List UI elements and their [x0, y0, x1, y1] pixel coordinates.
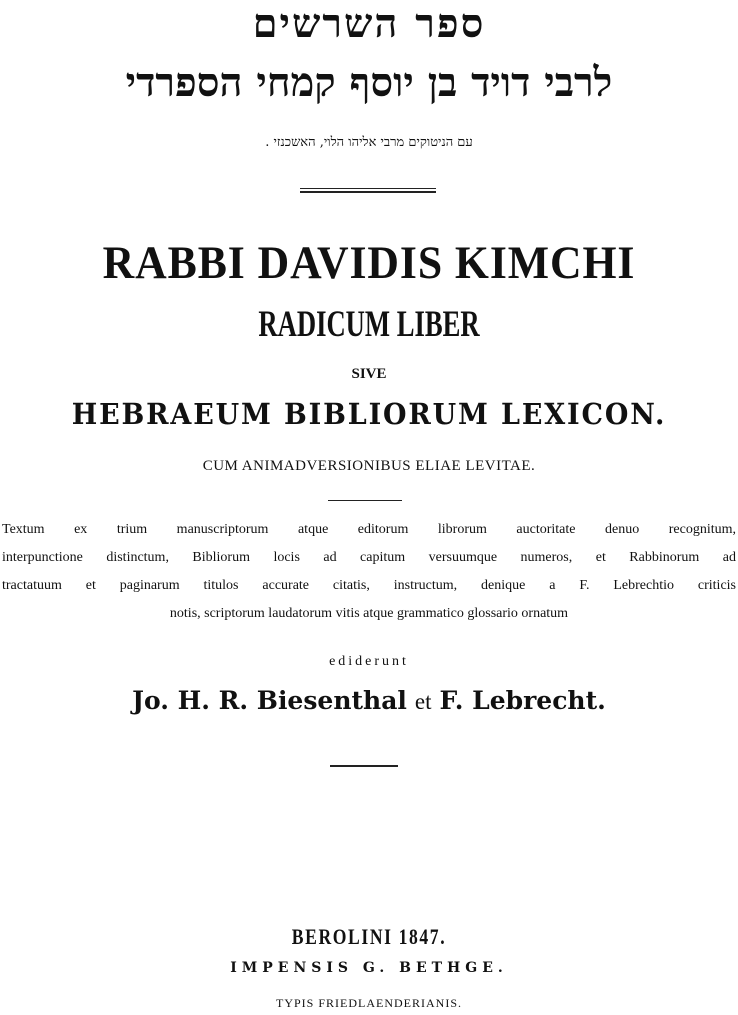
description-line: Textum ex trium manuscriptorum atque editorum librorum auctoritate denuo recognitum,: [2, 522, 736, 537]
short-rule-divider: [328, 500, 402, 501]
ediderunt-label: ediderunt: [329, 654, 409, 669]
author-conjunction: et: [414, 689, 432, 714]
imprint-printer: TYPIS FRIEDLAENDERIANIS.: [276, 996, 462, 1010]
description-paragraph: [2, 516, 736, 628]
latin-title: RABBI DAVIDIS KIMCHI: [102, 237, 636, 289]
hebrew-title: ספר השרשים: [252, 0, 486, 47]
short-rule-divider-bottom: [330, 765, 398, 767]
radicum-liber: RADICUM LIBER: [258, 304, 480, 345]
sive-label: SIVE: [351, 366, 387, 382]
lexicon-title: HEBRAEUM BIBLIORUM LEXICON.: [71, 397, 667, 431]
hebrew-note: עם הניטוקים מרבי אליהו הלוי, האשכנזי .: [265, 135, 473, 150]
description-line: notis, scriptorum laudatorum vitis atque grammatico glossario ornatum: [169, 606, 569, 621]
cum-animadversionibus: CUM ANIMADVERSIONIBUS ELIAE LEVITAE.: [202, 458, 536, 474]
imprint-publisher: IMPENSIS G. BETHGE.: [230, 960, 508, 976]
authors-line: [0, 684, 738, 719]
double-rule-divider: [300, 188, 436, 193]
author-lebrecht: F. Lebrecht.: [439, 686, 606, 715]
hebrew-subtitle: לרבי דויד בן יוסף קמחי הספרדי: [125, 59, 613, 106]
description-line: tractatuum et paginarum titulos accurate citatis, instructum, denique a F. Lebrechtio criticis: [2, 578, 736, 593]
author-biesenthal: Jo. H. R. Biesenthal: [132, 686, 407, 715]
imprint-place-year: BEROLINI 1847.: [291, 924, 447, 949]
description-line: interpunctione distinctum, Bibliorum locis ad capitum versuumque numeros, et Rabbinorum ad: [2, 550, 736, 565]
